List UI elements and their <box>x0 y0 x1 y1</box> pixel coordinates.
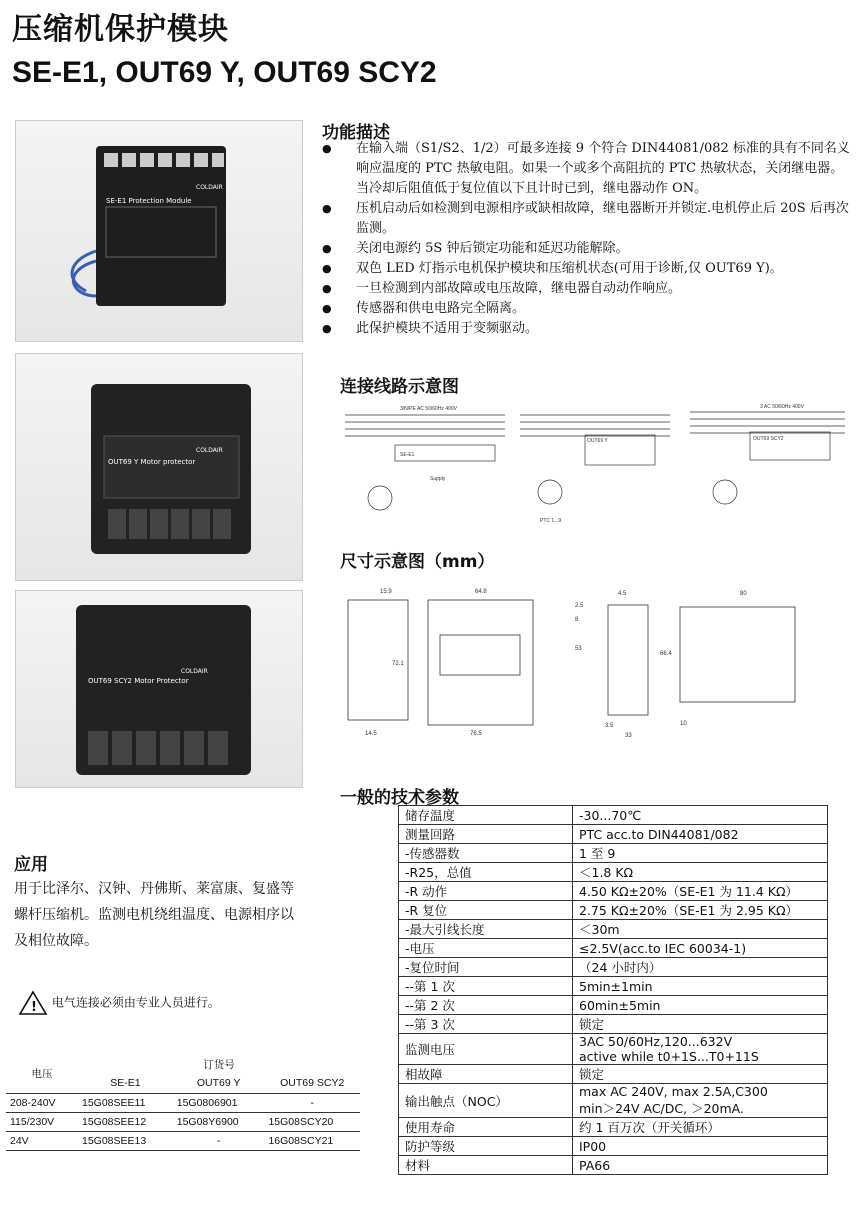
table-row <box>399 939 828 958</box>
spec-key: --第 1 次 <box>399 977 573 996</box>
table-cell: - <box>173 1131 265 1150</box>
model-subtitle: SE-E1, OUT69 Y, OUT69 SCY2 <box>12 56 437 89</box>
spec-key: 相故障 <box>399 1065 573 1084</box>
col-header: SE-E1 <box>78 1074 173 1093</box>
spec-value: 5min±1min <box>573 977 828 996</box>
list-item: ● 此保护模块不适用于变频驱动。 <box>322 319 852 339</box>
svg-text:53: 53 <box>575 646 582 652</box>
spec-value: PTC acc.to DIN44081/082 <box>573 825 828 844</box>
table-row <box>6 1093 360 1112</box>
svg-text:3/N/PE AC 50/60Hz 400V: 3/N/PE AC 50/60Hz 400V <box>400 406 457 412</box>
spec-key: 输出触点（NOC） <box>399 1084 573 1118</box>
table-row <box>399 844 828 863</box>
product-photo-out69y <box>15 353 303 581</box>
warning-note <box>18 990 220 1016</box>
svg-text:COLDAIR: COLDAIR <box>196 447 223 454</box>
table-row <box>399 1084 828 1118</box>
table-row <box>399 1118 828 1137</box>
table-row <box>399 1034 828 1065</box>
spec-key: 防护等级 <box>399 1137 573 1156</box>
wiring-heading: 连接线路示意图 <box>340 377 459 397</box>
dimensions-heading: 尺寸示意图（mm） <box>340 552 495 572</box>
page-title: 压缩机保护模块 <box>12 12 229 47</box>
svg-text:!: ! <box>31 1000 37 1015</box>
table-row <box>399 863 828 882</box>
col-header: OUT69 SCY2 <box>264 1074 360 1093</box>
module-image <box>16 121 302 341</box>
svg-text:76.5: 76.5 <box>470 731 482 737</box>
table-cell: 15G08SEE13 <box>78 1131 173 1150</box>
spec-key: -最大引线长度 <box>399 920 573 939</box>
order-header: 订货号 <box>203 1059 235 1071</box>
svg-text:66.4: 66.4 <box>660 651 672 657</box>
svg-text:OUT69 Y: OUT69 Y <box>587 438 608 444</box>
table-cell: 15G08SCY20 <box>264 1112 360 1131</box>
spec-value: 锁定 <box>573 1015 828 1034</box>
table-row <box>399 996 828 1015</box>
svg-text:33: 33 <box>625 733 632 739</box>
spec-key: --第 2 次 <box>399 996 573 1015</box>
table-row <box>399 901 828 920</box>
spec-table <box>398 805 828 1175</box>
svg-text:COLDAIR: COLDAIR <box>196 184 223 191</box>
svg-text:4.5: 4.5 <box>618 591 627 597</box>
spec-value: ＜30m <box>573 920 828 939</box>
table-row <box>399 882 828 901</box>
spec-key: -复位时间 <box>399 958 573 977</box>
dimension-drawings <box>340 585 855 745</box>
svg-text:3.5: 3.5 <box>605 723 614 729</box>
application-heading: 应用 <box>14 855 48 875</box>
table-cell: 15G0806901 <box>173 1093 265 1112</box>
spec-value: 约 1 百万次（开关循环） <box>573 1118 828 1137</box>
list-item: ● 双色 LED 灯指示电机保护模块和压缩机状态(可用于诊断,仅 OUT69 Y)。 <box>322 259 852 279</box>
svg-text:64.8: 64.8 <box>475 589 487 595</box>
spec-value: 2.75 KΩ±20%（SE-E1 为 2.95 KΩ） <box>573 901 828 920</box>
svg-text:8: 8 <box>575 617 579 623</box>
spec-key: 使用寿命 <box>399 1118 573 1137</box>
table-cell: - <box>264 1093 360 1112</box>
table-cell: 208-240V <box>6 1093 78 1112</box>
svg-text:Supply: Supply <box>430 476 446 482</box>
order-table <box>6 1055 360 1151</box>
col-header: OUT69 Y <box>173 1074 265 1093</box>
spec-key: -传感器数 <box>399 844 573 863</box>
list-item: ● 压机启动后如检测到电源相序或缺相故障，继电器断开并锁定.电机停止后 20S 后再次监测。 <box>322 199 852 239</box>
table-cell: 24V <box>6 1131 78 1150</box>
function-list <box>322 139 852 339</box>
table-row <box>6 1131 360 1150</box>
function-heading: 功能描述 <box>322 123 390 143</box>
list-item: ● 传感器和供电电路完全隔离。 <box>322 299 852 319</box>
svg-text:14.5: 14.5 <box>365 731 377 737</box>
table-row <box>399 920 828 939</box>
spec-value: max AC 240V, max 2.5A,C300 min＞24V AC/DC, ＞20mA. <box>573 1084 828 1118</box>
spec-value: 4.50 KΩ±20%（SE-E1 为 11.4 KΩ） <box>573 882 828 901</box>
table-row <box>399 977 828 996</box>
svg-text:3 AC 50/60Hz 400V: 3 AC 50/60Hz 400V <box>760 404 804 410</box>
svg-text:10: 10 <box>680 721 687 727</box>
table-row <box>399 1015 828 1034</box>
svg-text:15.9: 15.9 <box>380 589 392 595</box>
spec-key: -R 复位 <box>399 901 573 920</box>
svg-text:72.1: 72.1 <box>392 661 404 667</box>
svg-text:2.5: 2.5 <box>575 603 584 609</box>
warning-icon <box>18 990 48 1016</box>
svg-text:PTC 1...9: PTC 1...9 <box>540 518 562 524</box>
spec-key: --第 3 次 <box>399 1015 573 1034</box>
voltage-header: 电压 <box>6 1055 78 1093</box>
spec-value: ≤2.5V(acc.to IEC 60034-1) <box>573 939 828 958</box>
table-row <box>399 1137 828 1156</box>
spec-value: -30...70℃ <box>573 806 828 825</box>
spec-key: 监测电压 <box>399 1034 573 1065</box>
warning-text: 电气连接必须由专业人员进行。 <box>51 995 220 1010</box>
spec-value: ＜1.8 KΩ <box>573 863 828 882</box>
svg-text:OUT69 SCY2: OUT69 SCY2 <box>753 436 784 442</box>
list-item: ● 关闭电源约 5S 钟后锁定功能和延迟功能解除。 <box>322 239 852 259</box>
spec-key: -R25，总值 <box>399 863 573 882</box>
spec-key: -R 动作 <box>399 882 573 901</box>
spec-key: -电压 <box>399 939 573 958</box>
spec-value: 1 至 9 <box>573 844 828 863</box>
table-row <box>399 825 828 844</box>
svg-text:COLDAIR: COLDAIR <box>181 668 208 675</box>
table-cell: 15G08SEE12 <box>78 1112 173 1131</box>
list-item: ● 在输入端（S1/S2、1/2）可最多连接 9 个符合 DIN44081/082 标准的具有不同名义响应温度的 PTC 热敏电阻。如果一个或多个高阻抗的 PTC 热敏状态，关闭继电器。当冷却后阻值低于复位值以下且计时已到，继电器动作 ON。 <box>322 139 852 199</box>
spec-value: PA66 <box>573 1156 828 1175</box>
spec-value: IP00 <box>573 1137 828 1156</box>
spec-key: 材料 <box>399 1156 573 1175</box>
wiring-diagrams <box>340 400 855 530</box>
spec-key: 储存温度 <box>399 806 573 825</box>
svg-text:80: 80 <box>740 591 747 597</box>
table-row <box>399 1065 828 1084</box>
list-item: ● 一旦检测到内部故障或电压故障，继电器自动动作响应。 <box>322 279 852 299</box>
spec-value: 60min±5min <box>573 996 828 1015</box>
table-cell: 15G08SEE11 <box>78 1093 173 1112</box>
table-row <box>399 958 828 977</box>
table-cell: 115/230V <box>6 1112 78 1131</box>
table-cell: 15G08Y6900 <box>173 1112 265 1131</box>
spec-heading: 一般的技术参数 <box>340 788 459 808</box>
svg-text:SE-E1 Protection Module: SE-E1 Protection Module <box>106 197 192 205</box>
table-cell: 16G08SCY21 <box>264 1131 360 1150</box>
spec-value: 锁定 <box>573 1065 828 1084</box>
product-photo-se-e1 <box>15 120 303 342</box>
svg-text:OUT69 Y Motor protector: OUT69 Y Motor protector <box>108 458 196 466</box>
product-photo-out69scy2 <box>15 590 303 788</box>
svg-text:SE-E1: SE-E1 <box>400 452 415 458</box>
table-row <box>399 1156 828 1175</box>
spec-value: （24 小时内） <box>573 958 828 977</box>
spec-key: 测量回路 <box>399 825 573 844</box>
svg-text:OUT69 SCY2 Motor Protector: OUT69 SCY2 Motor Protector <box>88 677 189 685</box>
spec-value: 3AC 50/60Hz,120...632V active while t0+1S...T0+11S <box>573 1034 828 1065</box>
application-text: 用于比泽尔、汉钟、丹佛斯、莱富康、复盛等螺杆压缩机。监测电机绕组温度、电源相序以及相位故障。 <box>14 881 294 949</box>
table-row <box>399 806 828 825</box>
table-row <box>6 1112 360 1131</box>
